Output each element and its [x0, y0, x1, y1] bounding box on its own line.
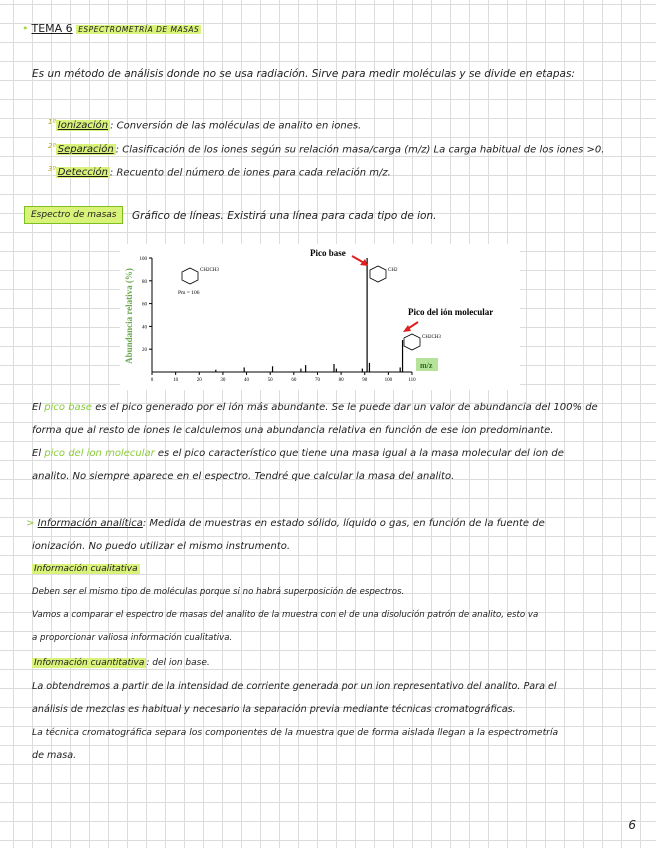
x-axis-label: m/z [420, 361, 433, 370]
y-axis-label: Abundancia relativa (%) [124, 268, 134, 364]
substituent-label-2: CH2 [388, 268, 398, 273]
benzene-ring-3-icon [404, 334, 420, 350]
quantitative-line-1: La obtendremos a partir de la intensidad de corriente generada por un ion representativo del analito. Para el [32, 681, 557, 692]
y-tick-label: 60 [142, 302, 147, 308]
bullet-icon: • [22, 22, 29, 35]
x-tick-label: 40 [244, 378, 250, 383]
benzene-ring-2-icon [370, 266, 386, 282]
x-tick-label: 60 [291, 378, 297, 383]
molecular-weight-label: Pm = 106 [178, 290, 200, 296]
page-number: 6 [628, 818, 636, 832]
quantitative-line-4: de masa. [32, 750, 77, 761]
molecular-ion-paragraph-line-2: analito. No siempre aparece en el espectro. Tendré que calcular la masa del analito. [32, 471, 455, 482]
x-tick-label: 20 [196, 378, 202, 383]
y-tick-label: 20 [142, 348, 147, 354]
spectrum-description: Gráfico de líneas. Existirá una línea para cada tipo de ion. [132, 210, 437, 222]
x-tick-label: 0 [150, 378, 154, 383]
y-tick-label: 100 [139, 257, 147, 262]
y-tick-label: 80 [142, 279, 147, 285]
y-tick-label: 40 [142, 325, 147, 331]
benzene-ring-1-icon [182, 268, 198, 284]
arrow-icon: > [26, 518, 35, 529]
x-tick-label: 100 [384, 378, 393, 383]
x-tick-label: 90 [362, 378, 368, 383]
qualitative-title: Información cualitativa [34, 564, 138, 574]
step-ionization: $^{1º}$ Ionización : Conversión de las moléculas de analito en iones. [48, 118, 362, 132]
base-peak-paragraph-line-2: forma que al resto de iones le calculemos una abundancia relativa en función de ese ion predominante. [32, 425, 554, 436]
qualitative-line-2: Vamos a comparar el espectro de masas del analito de la muestra con el de una disolución patrón de analito, esto va [32, 610, 539, 620]
quantitative-line-3: La técnica cromatográfica separa los componentes de la muestra que de forma aislada llegan a la espectrometría [32, 727, 559, 738]
step-separation: $^{2º}$ Separación : Clasificación de los iones según su relación masa/carga (m/z) La carga habitual de los iones >0. [48, 142, 605, 156]
mass-spectrum-chart [120, 244, 520, 390]
base-peak-paragraph-line-1: El pico base es el pico generado por el ión más abundante. Se le puede dar un valor de abundancia del 100% de [32, 402, 598, 413]
step-detection: $^{3º}$ Detección : Recuento del número de iones para cada relación m/z. [48, 165, 391, 179]
x-tick-label: 10 [173, 378, 179, 383]
substituent-label-3: CH2CH3 [422, 335, 441, 340]
base-peak-label: Pico base [310, 248, 346, 258]
x-tick-label: 70 [314, 378, 320, 383]
analytic-info-line-1: > Información analítica: Medida de muestras en estado sólido, líquido o gas, en función de la fuente de [26, 518, 545, 529]
spectrum-box: Espectro de masas [24, 206, 123, 224]
molecular-ion-label: Pico del ión molecular [408, 307, 494, 317]
topic-label: TEMA 6 [31, 22, 73, 35]
qualitative-line-1: Deben ser el mismo tipo de moléculas porque si no habrá superposición de espectros. [32, 587, 405, 597]
x-tick-label: 80 [338, 378, 344, 383]
quantitative-line-2: análisis de mezclas es habitual y necesario la separación previa mediante técnicas cromatográficas. [32, 704, 516, 715]
molecular-ion-paragraph-line-1: El pico del ion molecular es el pico característico que tiene una masa igual a la masa molecular del ion de [32, 448, 564, 459]
x-tick-label: 30 [220, 378, 226, 383]
quantitative-title: Información cuantitativa : del ion base. [34, 658, 210, 668]
topic-subject: ESPECTROMETRÍA DE MASAS [78, 25, 200, 34]
analytic-info-line-2: ionización. No puedo utilizar el mismo instrumento. [32, 541, 291, 552]
substituent-label-1: CH2CH3 [200, 268, 219, 273]
x-tick-label: 110 [408, 378, 416, 383]
qualitative-line-3: a proporcionar valiosa información cualitativa. [32, 633, 233, 643]
intro-text: Es un método de análisis donde no se usa radiación. Sirve para medir moléculas y se divide en etapas: [32, 68, 575, 80]
page-title [22, 22, 201, 35]
x-tick-label: 50 [267, 378, 273, 383]
